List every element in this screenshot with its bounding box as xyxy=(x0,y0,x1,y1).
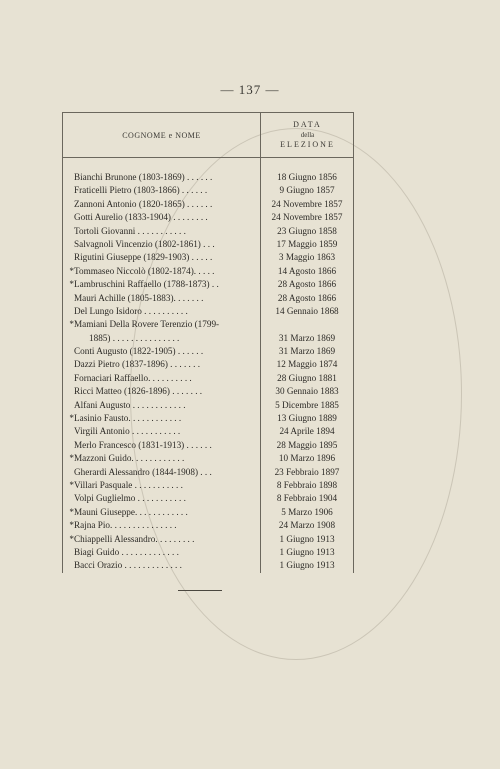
member-name: Mauni Giuseppe. . . . . . . . . . . . xyxy=(74,506,188,517)
table-row xyxy=(63,238,353,251)
table-body xyxy=(63,171,353,573)
member-name: Zannoni Antonio (1820-1865) . . . . . . xyxy=(74,198,213,209)
table-row xyxy=(63,171,353,184)
member-name-cell xyxy=(63,519,256,532)
member-name: Volpi Guglielmo . . . . . . . . . . . xyxy=(74,493,186,504)
member-name-cell xyxy=(63,546,256,559)
member-name: Chiappelli Alessandro. . . . . . . . . xyxy=(74,533,195,544)
member-name-continued: 1885) . . . . . . . . . . . . . . . xyxy=(89,332,180,343)
header-name-column: COGNOME e NOME xyxy=(122,130,201,140)
election-date: 8 Febbraio 1904 xyxy=(276,493,338,504)
member-name-cell xyxy=(63,506,256,519)
election-date: 9 Giugno 1857 xyxy=(279,185,335,196)
member-name: Ricci Matteo (1826-1896) . . . . . . . xyxy=(74,386,203,397)
table-row xyxy=(63,278,353,291)
table-row xyxy=(63,225,353,238)
table-row xyxy=(63,305,353,318)
member-name: Dazzi Pietro (1837-1896) . . . . . . . xyxy=(74,359,201,370)
deceased-mark: * xyxy=(69,533,74,544)
election-date: 5 Marzo 1906 xyxy=(281,506,333,517)
election-date: 17 Maggio 1859 xyxy=(276,238,338,249)
election-date: 23 Febbraio 1897 xyxy=(274,466,340,477)
member-name-cell xyxy=(63,292,256,305)
deceased-mark: * xyxy=(69,480,74,490)
header-date-line-2: della xyxy=(300,131,315,139)
member-name: Fraticelli Pietro (1803-1866) . . . . . . xyxy=(74,185,208,196)
election-date: 18 Giugno 1856 xyxy=(277,172,337,182)
table-row xyxy=(63,198,353,211)
header-date-column xyxy=(260,113,354,157)
member-name-cell xyxy=(63,492,256,505)
election-date: 12 Maggio 1874 xyxy=(276,359,338,370)
member-name-cell xyxy=(63,184,256,197)
table-row xyxy=(63,519,353,532)
member-name: Mazzoni Guido. . . . . . . . . . . . xyxy=(74,453,185,464)
member-name-cell xyxy=(63,305,256,318)
table-row xyxy=(63,385,353,398)
election-date: 28 Agosto 1866 xyxy=(277,279,337,290)
member-name-cell xyxy=(63,345,256,358)
table-row xyxy=(63,251,353,264)
table-row xyxy=(63,358,353,371)
member-name: Salvagnoli Vincenzio (1802-1861) . . . xyxy=(74,238,215,249)
election-date: 8 Febbraio 1898 xyxy=(276,480,338,490)
election-date: 28 Agosto 1866 xyxy=(277,292,337,303)
member-name-cell xyxy=(63,278,256,291)
table-row xyxy=(63,345,353,358)
member-name: Tortoli Giovanni . . . . . . . . . . . xyxy=(74,225,186,236)
member-name-cell xyxy=(63,425,256,438)
election-date: 24 Novembre 1857 xyxy=(271,198,343,209)
table-row xyxy=(63,265,353,278)
election-date: 14 Agosto 1866 xyxy=(277,265,337,276)
member-name: Mamiani Della Rovere Terenzio (1799- xyxy=(74,319,220,330)
member-name: Fornaciari Raffaello. . . . . . . . . . xyxy=(74,372,192,383)
table-row xyxy=(63,506,353,519)
member-name-cell xyxy=(63,238,256,251)
member-name: Del Lungo Isidoro . . . . . . . . . . xyxy=(74,305,188,316)
deceased-mark: * xyxy=(69,506,74,517)
election-date: 1 Giugno 1913 xyxy=(279,546,335,557)
table-row xyxy=(63,439,353,452)
deceased-mark: * xyxy=(69,453,74,464)
header-date-line-3: ELEZIONE xyxy=(280,140,335,149)
table-row xyxy=(63,372,353,385)
member-name-cell xyxy=(63,171,256,184)
member-name: Lambruschini Raffaello (1788-1873) . . xyxy=(74,279,219,290)
deceased-mark: * xyxy=(69,319,74,330)
member-name-cell xyxy=(63,385,256,398)
election-date: 10 Marzo 1896 xyxy=(278,453,336,464)
member-name: Rigutini Giuseppe (1829-1903) . . . . . xyxy=(74,252,213,263)
election-date: 24 Novembre 1857 xyxy=(271,212,343,223)
election-date: 28 Maggio 1895 xyxy=(276,439,338,450)
election-date: 1 Giugno 1913 xyxy=(279,533,335,544)
deceased-mark: * xyxy=(69,279,74,290)
election-date: 1 Giugno 1913 xyxy=(279,560,335,571)
member-name-cell xyxy=(63,225,256,238)
member-name: Gherardi Alessandro (1844-1908) . . . xyxy=(74,466,212,477)
member-name-cell xyxy=(63,399,256,412)
member-name-cell xyxy=(63,559,256,572)
member-name: Merlo Francesco (1831-1913) . . . . . . xyxy=(74,439,212,450)
member-name-cell xyxy=(63,533,256,546)
table-row xyxy=(63,318,353,345)
member-name: Villari Pasquale . . . . . . . . . . . xyxy=(74,480,183,490)
member-name: Gotti Aurelio (1833-1904) . . . . . . . . xyxy=(74,212,208,223)
member-name-cell xyxy=(63,479,256,492)
election-date: 31 Marzo 1869 xyxy=(278,346,336,357)
member-name: Rajna Pio. . . . . . . . . . . . . . . xyxy=(74,520,177,531)
member-name: Lasinio Fausto. . . . . . . . . . . . xyxy=(74,413,182,424)
election-date: 31 Marzo 1869 xyxy=(278,332,336,343)
members-table xyxy=(62,112,354,573)
table-row xyxy=(63,533,353,546)
election-date: 24 Aprile 1894 xyxy=(279,426,335,437)
member-name-cell xyxy=(63,251,256,264)
table-row xyxy=(63,292,353,305)
table-row xyxy=(63,412,353,425)
election-date: 14 Gennaio 1868 xyxy=(275,305,339,316)
member-name: Conti Augusto (1822-1905) . . . . . . xyxy=(74,346,204,357)
member-name-cell xyxy=(63,211,256,224)
page-number: — 137 — xyxy=(220,82,280,97)
deceased-mark: * xyxy=(69,413,74,424)
table-row xyxy=(63,399,353,412)
table-row xyxy=(63,546,353,559)
table-row xyxy=(63,211,353,224)
election-date: 3 Maggio 1863 xyxy=(278,252,336,263)
member-name-cell xyxy=(63,439,256,452)
member-name-cell xyxy=(63,358,256,371)
table-row xyxy=(63,425,353,438)
member-name-cell xyxy=(63,452,256,465)
member-name: Alfani Augusto . . . . . . . . . . . . xyxy=(74,399,186,410)
table-row xyxy=(63,559,353,572)
election-date: 5 Dicembre 1885 xyxy=(275,399,339,410)
table-row xyxy=(63,452,353,465)
table-row xyxy=(63,466,353,479)
member-name-cell xyxy=(63,412,256,425)
election-date: 13 Giugno 1889 xyxy=(277,413,337,424)
closing-rule xyxy=(178,590,222,591)
deceased-mark: * xyxy=(69,265,74,276)
header-date-line-1: DATA xyxy=(293,120,322,129)
table-row xyxy=(63,492,353,505)
deceased-mark: * xyxy=(69,520,74,531)
member-name-cell xyxy=(63,466,256,479)
member-name-cell xyxy=(63,318,256,345)
table-row xyxy=(63,184,353,197)
election-date: 30 Gennaio 1883 xyxy=(275,386,339,397)
member-name-cell xyxy=(63,265,256,278)
member-name: Mauri Achille (1805-1883). . . . . . . xyxy=(74,292,204,303)
member-name: Tommaseo Niccolò (1802-1874). . . . . xyxy=(74,265,215,276)
election-date: 23 Giugno 1858 xyxy=(277,225,337,236)
member-name: Bacci Orazio . . . . . . . . . . . . . xyxy=(74,560,182,571)
table-header xyxy=(63,113,353,158)
election-date: 24 Marzo 1908 xyxy=(278,520,336,531)
member-name-cell xyxy=(63,372,256,385)
table-row xyxy=(63,479,353,492)
member-name-cell xyxy=(63,198,256,211)
election-date: 28 Giugno 1881 xyxy=(277,372,337,383)
member-name: Bianchi Brunone (1803-1869) . . . . . . xyxy=(74,172,213,182)
member-name: Virgili Antonio . . . . . . . . . . . xyxy=(74,426,181,437)
member-name: Biagi Guido . . . . . . . . . . . . . xyxy=(74,546,179,557)
